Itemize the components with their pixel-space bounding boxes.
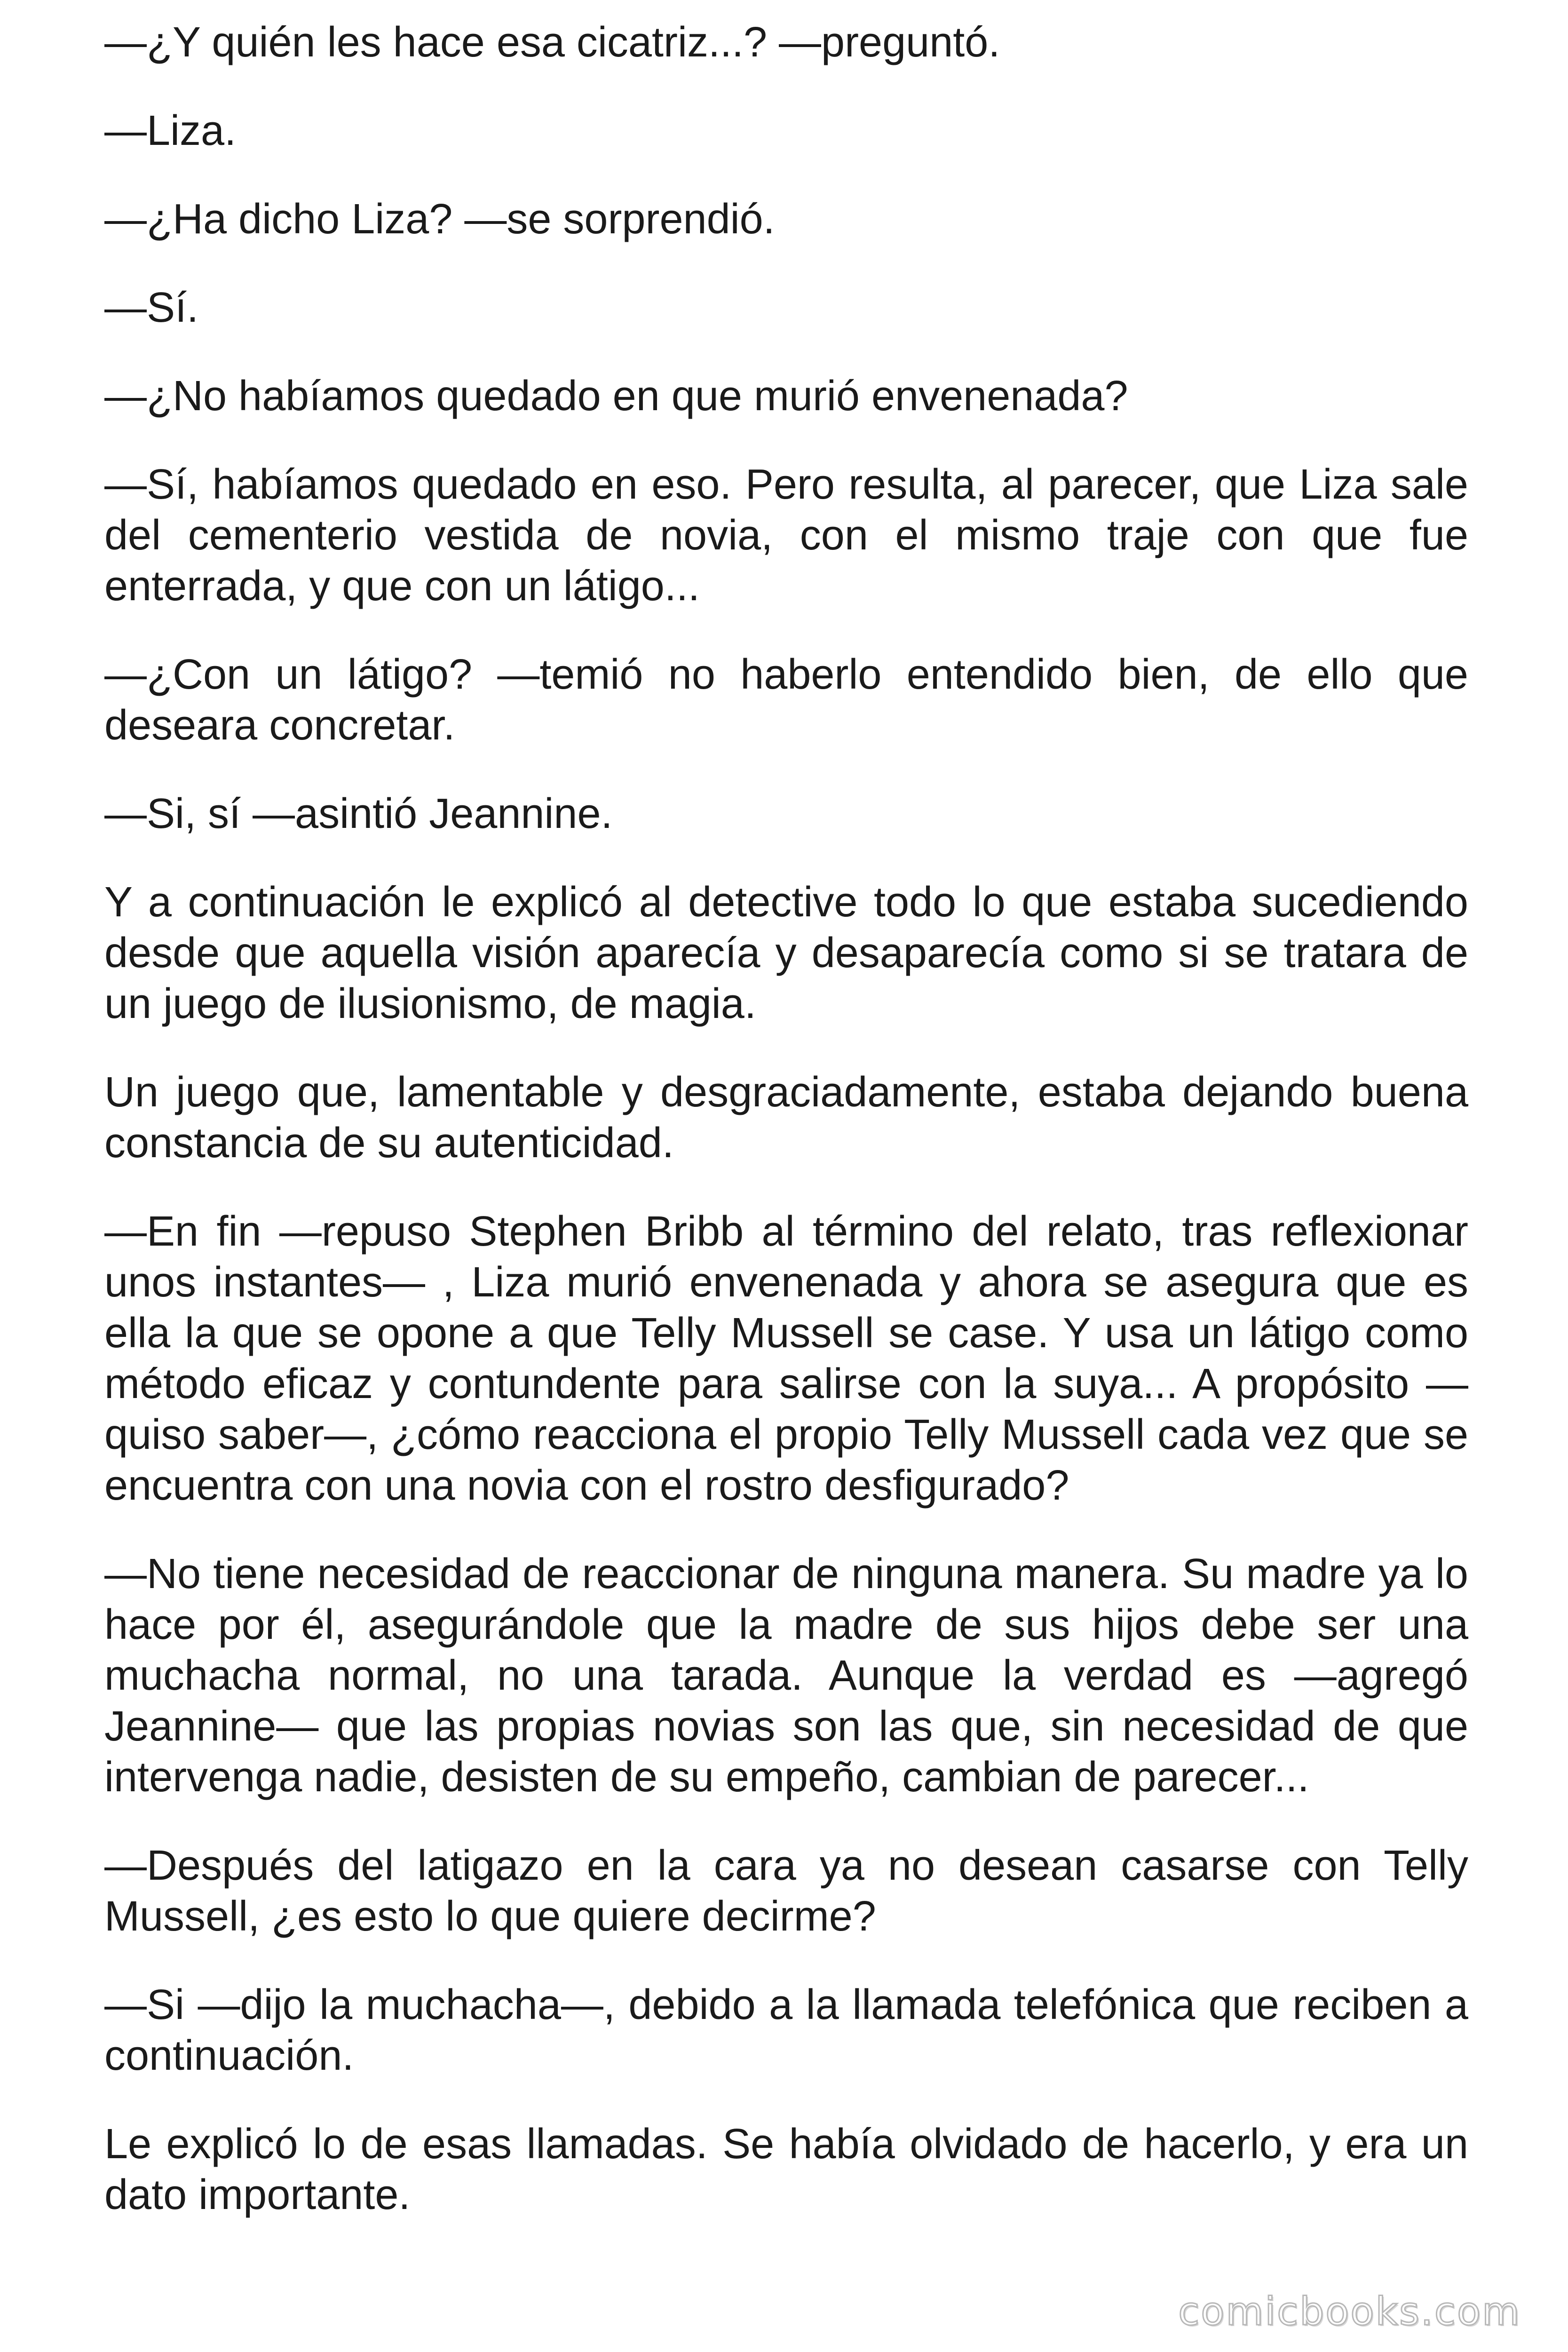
watermark: comicbooks.com: [1178, 2289, 1521, 2334]
paragraph-13: —Después del latigazo en la cara ya no desean casarse con Telly Mussell, ¿es esto lo que quiere decirme?: [104, 1842, 1468, 1940]
paragraph-1: —¿Y quién les hace esa cicatriz...? —preguntó.: [104, 19, 1000, 66]
paragraph-11: —En fin —repuso Stephen Bribb al término del relato, tras reflexionar unos instantes— , Liza murió envenenada y ahora se asegura que es ella la que se opone a que Telly Mussell se case. Y usa un látigo como método eficaz y contundente para salirse con la suya... A propósito —quiso saber—, ¿cómo reacciona el propio Telly Mussell cada vez que se encuentra con una novia con el rostro desfigurado?: [104, 1208, 1468, 1509]
paragraph-4: —Sí.: [104, 284, 199, 331]
paragraph-5: —¿No habíamos quedado en que murió envenenada?: [104, 373, 1128, 420]
paragraph-14: —Si —dijo la muchacha—, debido a la llamada telefónica que reciben a continuación.: [104, 1981, 1468, 2079]
paragraph-8: —Si, sí —asintió Jeannine.: [104, 790, 613, 837]
paragraph-12: —No tiene necesidad de reaccionar de ninguna manera. Su madre ya lo hace por él, asegurándole que la madre de sus hijos debe ser una muchacha normal, no una tarada. Aunque la verdad es —agregó Jeannine— que las propias novias son las que, sin necesidad de que intervenga nadie, desisten de su empeño, cambian de parecer...: [104, 1550, 1468, 1801]
paragraph-7: —¿Con un látigo? —temió no haberlo entendido bien, de ello que deseara concretar.: [104, 651, 1468, 749]
paragraph-15: Le explicó lo de esas llamadas. Se había olvidado de hacerlo, y era un dato importante.: [104, 2121, 1468, 2218]
page-text: [104, 17, 1468, 2258]
paragraph-2: —Liza.: [104, 107, 237, 154]
paragraph-9: Y a continuación le explicó al detective todo lo que estaba sucediendo desde que aquella visión aparecía y desaparecía como si se tratara de un juego de ilusionismo, de magia.: [104, 879, 1468, 1027]
paragraph-3: —¿Ha dicho Liza? —se sorprendió.: [104, 196, 775, 243]
paragraph-10: Un juego que, lamentable y desgraciadamente, estaba dejando buena constancia de su autenticidad.: [104, 1069, 1468, 1167]
paragraph-6: —Sí, habíamos quedado en eso. Pero resulta, al parecer, que Liza sale del cementerio vestida de novia, con el mismo traje con que fue enterrada, y que con un látigo...: [104, 461, 1468, 610]
